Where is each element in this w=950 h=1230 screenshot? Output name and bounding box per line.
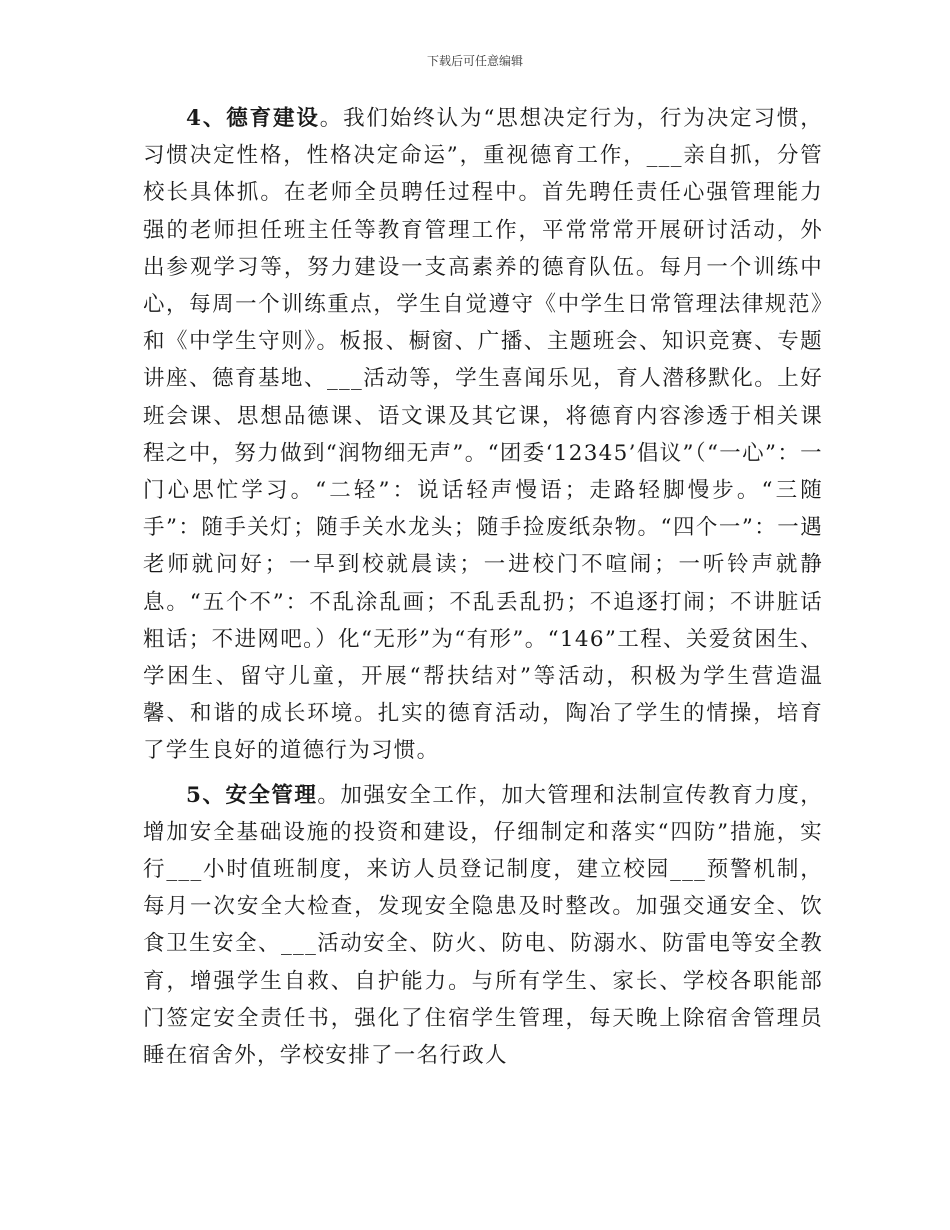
- paragraph-text: 。我们始终认为“思想决定行为，行为决定习惯，习惯决定性格，性格决定命运”，重视德育工作，___亲自抓，分管校长具体抓。在老师全员聘任过程中。首先聘任责任心强管理能力强的老师担任班主任等教育管理工作，平常常常开展研讨活动，外出参观学习等，努力建设一支高素养的德育队伍。每月一个训练中心，每周一个训练重点，学生自觉遵守《中学生日常管理法律规范》和《中学生守则》。板报、橱窗、广播、主题班会、知识竞赛、专题讲座、德育基地、___活动等，学生喜闻乐见，育人潜移默化。上好班会课、思想品德课、语文课及其它课，将德育内容渗透于相关课程之中，努力做到“润物细无声”。“团委‘12345’倡议”（“一心”：一门心思忙学习。“二轻”：说话轻声慢语；走路轻脚慢步。“三随手”：随手关灯；随手关水龙头；随手捡废纸杂物。“四个一”：一遇老师就问好；一早到校就晨读；一进校门不喧闹；一听铃声就静息。“五个不”：不乱涂乱画；不乱丢乱扔；不追逐打闹；不讲脏话粗话；不进网吧。）化“无形”为“有形”。“146”工程、关爱贫困生、学困生、留守儿童，开展“帮扶结对”等活动，积极为学生营造温馨、和谐的成长环境。扎实的德育活动，陶冶了学生的情操，培育了学生良好的道德行为习惯。: [143, 106, 824, 764]
- page-header: 下载后可任意编辑: [426, 54, 523, 68]
- paragraph-text: 。加强安全工作，加大管理和法制宣传教育力度，增加安全基础设施的投资和建设，仔细制定和落实“四防”措施，实行___小时值班制度，来访人员登记制度，建立校园___预警机制，每月一次安全大检查，发现安全隐患及时整改。加强交通安全、饮食卫生安全、___活动安全、防火、防电、防溺水、防雷电等安全教育，增强学生自救、自护能力。与所有学生、家长、学校各职能部门签定安全责任书，强化了住宿学生管理，每天晚上除宿舍管理员睡在宿舍外，学校安排了一名行政人: [143, 782, 823, 1069]
- document-body: [143, 100, 823, 1081]
- section-heading-safety-management: 5、安全管理: [186, 782, 318, 808]
- section-heading-moral-education: 4、德育建设: [186, 106, 320, 131]
- paragraph-safety-management: [143, 777, 823, 1075]
- paragraph-moral-education: [143, 100, 823, 770]
